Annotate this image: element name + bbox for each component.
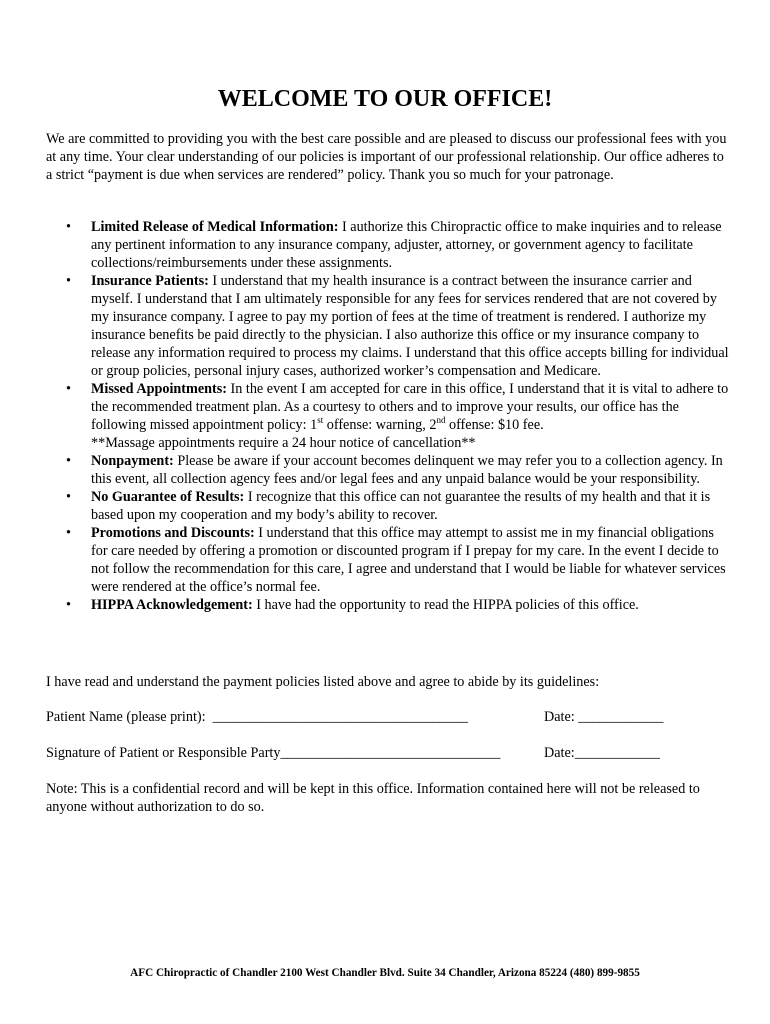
policy-text: I recognize that this office can not guarantee the results of my health and that it is based upon my cooperation and my body’s ability to recover. [91, 489, 711, 523]
bullet-icon: • [66, 489, 71, 505]
policy-text: I have had the opportunity to read the HIPPA policies of this office. [252, 597, 639, 613]
bullet-icon: • [66, 453, 71, 469]
policy-term: Missed Appointments: [91, 381, 227, 397]
policy-text: I understand that my health insurance is a contract between the insurance carrier and myself. I understand that I am ultimately responsible for any fees for services rendered that are not covered by my insurance company. I agree to pay my portion of fees at the time of treatment is rendered. I authorize my insurance benefits be paid directly to the physician. I also authorize this office or my insurance company to release any information required to process my claims. I understand that this office accepts billing for individual or group policies, personal injury cases, authorized worker’s compensation and Medicare. [91, 273, 729, 379]
office-address-footer: AFC Chiropractic of Chandler 2100 West Chandler Blvd. Suite 34 Chandler, Arizona 85224 (480) 899-9855 [130, 967, 640, 979]
policy-text: I authorize this Chiropractic office to make inquiries and to release any pertinent information to any insurance company, adjuster, attorney, or government agency to facilitate collections/reimbursements under these assignments. [91, 219, 722, 271]
ordinal-suffix: st [317, 415, 324, 425]
ordinal-suffix: nd [436, 415, 446, 425]
massage-notice: **Massage appointments require a 24 hour notice of cancellation** [91, 435, 476, 451]
bullet-icon: • [66, 525, 71, 541]
policy-item-missed-appointments [46, 380, 730, 452]
policy-item-insurance-patients [46, 272, 730, 380]
page-title: WELCOME TO OUR OFFICE! [217, 86, 553, 112]
policy-item-nonpayment [46, 452, 730, 488]
confidentiality-note: Note: This is a confidential record and will be kept in this office. Information contained here will not be released to anyone without authorization to do so. [46, 781, 700, 815]
patient-name-field[interactable]: Patient Name (please print): ____________________________________ [46, 709, 469, 725]
policy-term: No Guarantee of Results: [91, 489, 245, 505]
policy-term: Insurance Patients: [91, 273, 209, 289]
bullet-icon: • [66, 381, 71, 397]
bullet-icon: • [66, 273, 71, 289]
policy-item-promotions [46, 524, 730, 596]
policy-term: HIPPA Acknowledgement: [91, 597, 253, 613]
policy-text: Please be aware if your account becomes delinquent we may refer you to a collection agency. In this event, all collection agency fees and/or legal fees and any unpaid balance would be your responsibility. [91, 453, 723, 487]
signature-field[interactable]: Signature of Patient or Responsible Party_______________________________ [46, 745, 501, 761]
policy-text: offense: warning, 2 [323, 417, 437, 433]
policy-item-medical-release [46, 218, 730, 272]
policy-text: I understand that this office may attempt to assist me in my financial obligations for care needed by offering a promotion or discounted program if I prepay for my care. In the event I decide to not follow the recommendation for this care, I agree and understand that I would be liable for whatever services were rendered at the office’s normal fee. [91, 525, 726, 595]
policy-text: offense: $10 fee. [445, 417, 544, 433]
bullet-icon: • [66, 219, 71, 235]
policy-item-hippa [46, 596, 730, 614]
policy-list [46, 218, 730, 614]
agreement-statement: I have read and understand the payment policies listed above and agree to abide by its guidelines: [46, 674, 600, 690]
policy-term: Limited Release of Medical Information: [91, 219, 339, 235]
policy-item-no-guarantee [46, 488, 730, 524]
policy-term: Promotions and Discounts: [91, 525, 255, 541]
bullet-icon: • [66, 597, 71, 613]
policy-text: In the event I am accepted for care in this office, I understand that it is vital to adhere to the recommended treatment plan. As a courtesy to others and to improve your results, our office has the following missed appointment policy: 1 [91, 381, 729, 433]
intro-paragraph: We are committed to providing you with the best care possible and are pleased to discuss our professional fees with you at any time. Your clear understanding of our policies is important of our professional relationship. Our office adheres to a strict “payment is due when services are rendered” policy. Thank you so much for your patronage. [46, 131, 727, 183]
signature-date-field[interactable]: Date:____________ [544, 745, 660, 761]
policy-term: Nonpayment: [91, 453, 174, 469]
patient-date-field[interactable]: Date: ____________ [544, 709, 664, 725]
